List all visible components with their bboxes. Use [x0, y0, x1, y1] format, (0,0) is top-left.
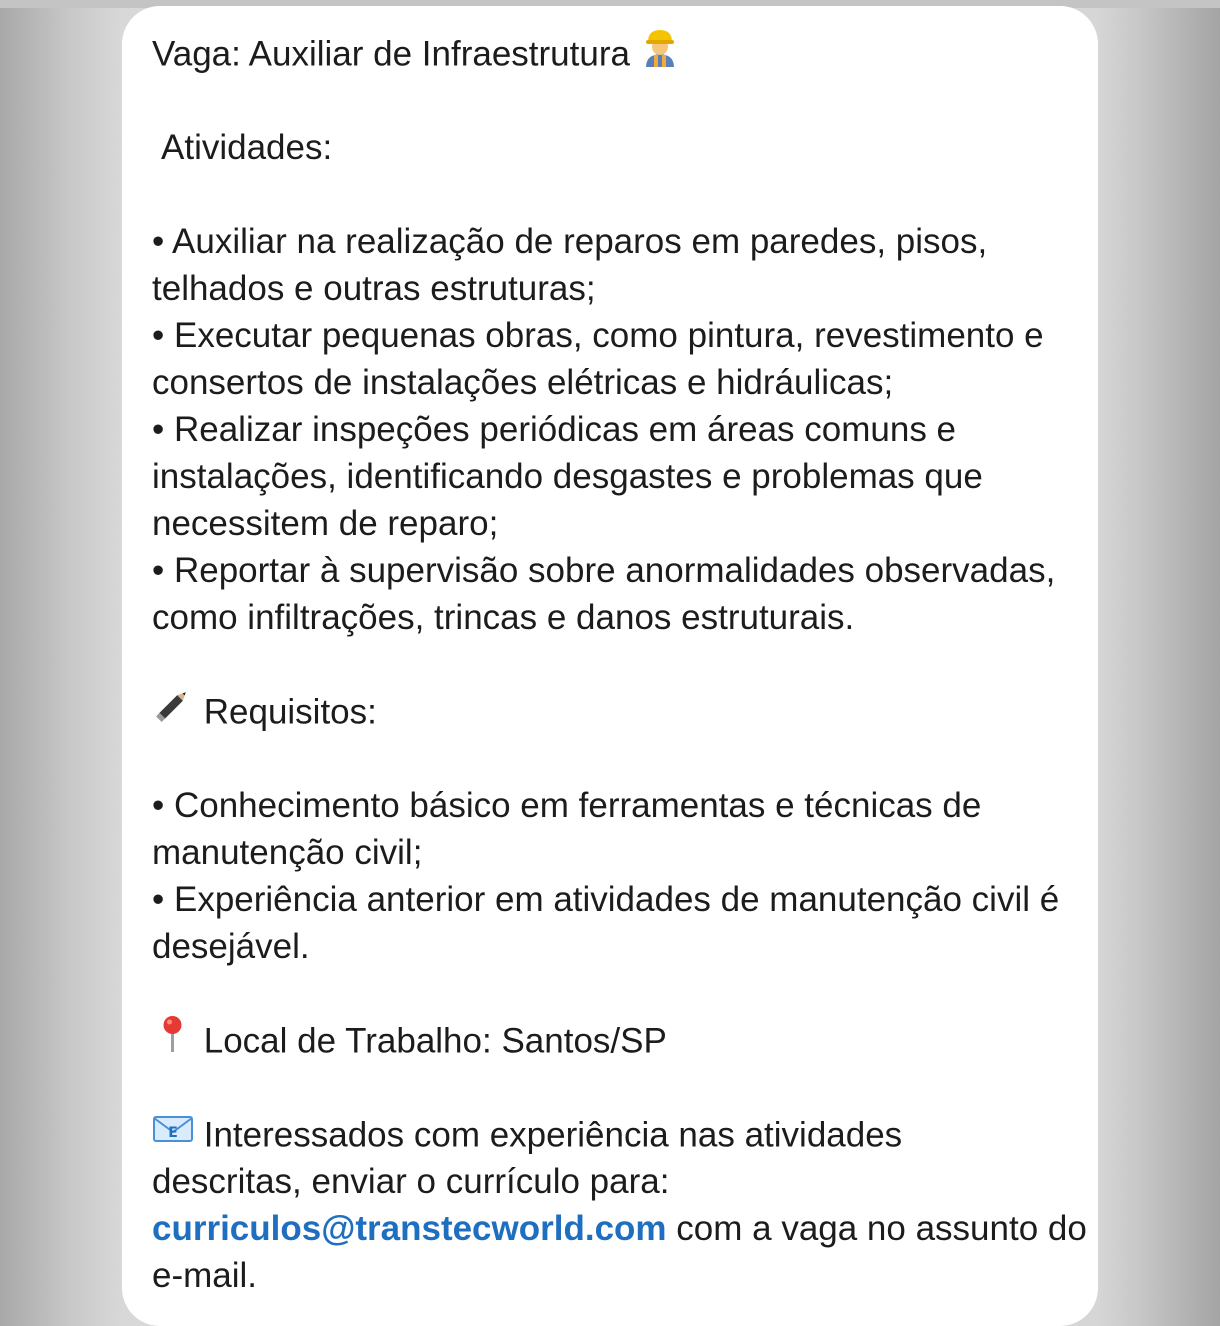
activities-list	[152, 218, 1070, 641]
job-title-text: Vaga: Auxiliar de Infraestrutura	[152, 34, 630, 74]
email-link[interactable]: curriculos@transtecworld.com	[152, 1209, 667, 1248]
list-item: • Realizar inspeções periódicas em áreas comuns e instalações, identificando desgastes e problemas que necessitem de reparo;	[152, 410, 983, 543]
list-item: • Conhecimento básico em ferramentas e técnicas de manutenção civil;	[152, 786, 982, 872]
contact-line-2: descritas, enviar o currículo para:	[152, 1162, 670, 1201]
contact	[152, 1111, 1087, 1299]
message-bubble	[122, 6, 1098, 1326]
requirements-list	[152, 782, 1070, 970]
list-item: • Experiência anterior em atividades de manutenção civil é desejável.	[152, 880, 1060, 966]
pencil-icon	[152, 685, 194, 737]
list-item: • Auxiliar na realização de reparos em paredes, pisos, telhados e outras estruturas;	[152, 222, 988, 308]
job-title	[152, 30, 1070, 77]
location-text: Local de Trabalho: Santos/SP	[203, 1021, 667, 1061]
requirements-heading-text: Requisitos:	[203, 692, 377, 732]
svg-text:E: E	[168, 1125, 178, 1141]
requirements-heading	[152, 688, 1070, 735]
email-suffix-2: e-mail.	[152, 1256, 258, 1295]
email-suffix: com a vaga no assunto do	[676, 1209, 1087, 1248]
list-item: • Reportar à supervisão sobre anormalidades observadas, como infiltrações, trincas e danos estruturais.	[152, 551, 1056, 637]
pin-icon	[152, 1014, 194, 1066]
list-item: • Executar pequenas obras, como pintura, revestimento e consertos de instalações elétricas e hidráulicas;	[152, 316, 1044, 402]
activities-heading: Atividades:	[161, 128, 333, 167]
contact-line-1: Interessados com experiência nas atividades	[203, 1115, 903, 1155]
email-icon	[152, 1108, 194, 1160]
construction-worker-icon	[640, 27, 680, 79]
location	[152, 1017, 1070, 1064]
